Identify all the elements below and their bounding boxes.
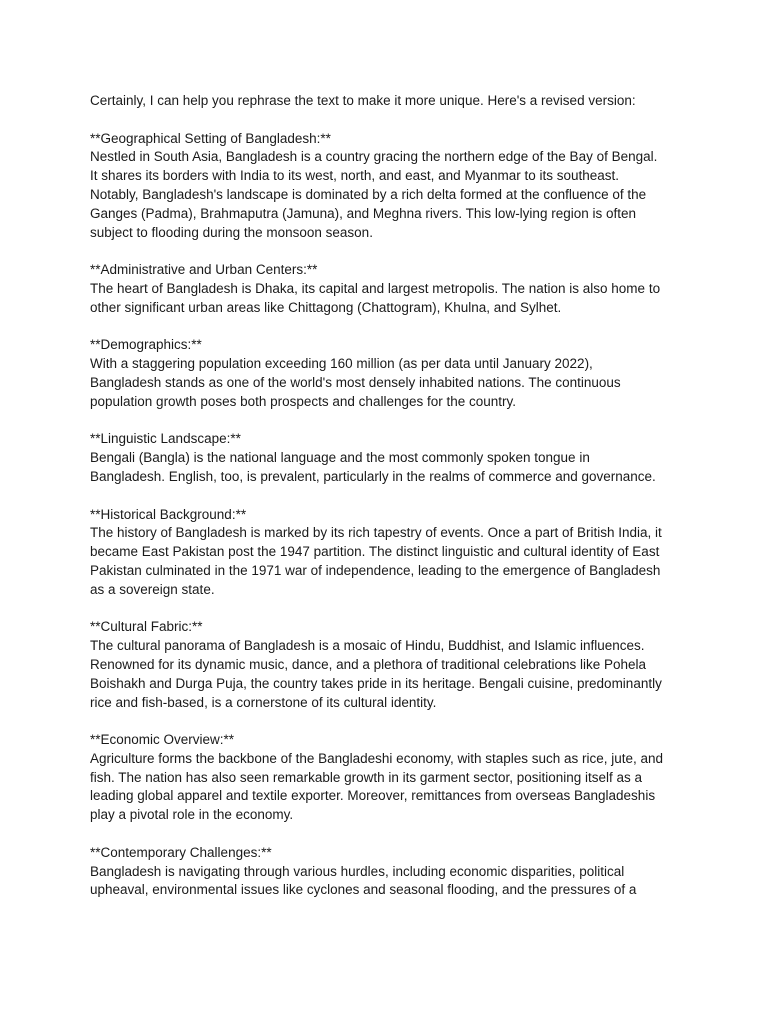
paragraph-line: The cultural panorama of Bangladesh is a mosaic of Hindu, Buddhist, and Islamic influences. (90, 638, 645, 654)
paragraph-line: Nestled in South Asia, Bangladesh is a country gracing the northern edge of the Bay of Bengal. (90, 149, 658, 165)
paragraph-line: Bangladesh stands as one of the world's most densely inhabited nations. The continuous (90, 374, 621, 390)
paragraph-line: The heart of Bangladesh is Dhaka, its capital and largest metropolis. The nation is also home to (90, 280, 661, 296)
section-linguistic (90, 430, 690, 486)
paragraph-line: Bangladesh is navigating through various hurdles, including economic disparities, political (90, 863, 625, 879)
section-challenges (90, 844, 690, 900)
paragraph-line: other significant urban areas like Chittagong (Chattogram), Khulna, and Sylhet. (90, 299, 562, 315)
paragraph-line: Notably, Bangladesh's landscape is dominated by a rich delta formed at the confluence of the (90, 186, 647, 202)
paragraph-line: population growth poses both prospects and challenges for the country. (90, 393, 517, 409)
paragraph-line: Pakistan culminated in the 1971 war of independence, leading to the emergence of Bangladesh (90, 562, 661, 578)
section-geography (90, 130, 690, 243)
paragraph-line: leading global apparel and textile exporter. Moreover, remittances from overseas Bangladeshis (90, 788, 656, 804)
intro-paragraph: Certainly, I can help you rephrase the text to make it more unique. Here's a revised version: (90, 93, 636, 108)
section-economic (90, 731, 690, 825)
paragraph-line: Renowned for its dynamic music, dance, and a plethora of traditional celebrations like Pohela (90, 656, 647, 672)
section-heading: **Contemporary Challenges:** (90, 844, 272, 860)
section-heading: **Geographical Setting of Bangladesh:** (90, 130, 331, 146)
paragraph-line: upheaval, environmental issues like cyclones and seasonal flooding, and the pressures of a (90, 882, 637, 898)
section-heading: **Cultural Fabric:** (90, 619, 203, 635)
section-historical (90, 506, 690, 600)
paragraph-line: Bengali (Bangla) is the national language and the most commonly spoken tongue in (90, 450, 590, 466)
paragraph-line: Agriculture forms the backbone of the Bangladeshi economy, with staples such as rice, jute, and (90, 750, 664, 766)
paragraph-line: subject to flooding during the monsoon season. (90, 224, 373, 240)
paragraph-line: The history of Bangladesh is marked by its rich tapestry of events. Once a part of British India, it (90, 525, 662, 541)
paragraph-line: play a pivotal role in the economy. (90, 807, 294, 823)
paragraph-line: Boishakh and Durga Puja, the country takes pride in its heritage. Bengali cuisine, predominantly (90, 675, 662, 691)
paragraph-line: Bangladesh. English, too, is prevalent, particularly in the realms of commerce and governance. (90, 468, 656, 484)
document-body (90, 92, 690, 919)
section-heading: **Linguistic Landscape:** (90, 431, 241, 447)
paragraph-line: as a sovereign state. (90, 581, 215, 597)
paragraph-line: rice and fish-based, is a cornerstone of its cultural identity. (90, 694, 437, 710)
paragraph-line: With a staggering population exceeding 160 million (as per data until January 2022), (90, 356, 593, 372)
paragraph-line: became East Pakistan post the 1947 partition. The distinct linguistic and cultural identity of East (90, 544, 660, 560)
section-administrative (90, 261, 690, 317)
paragraph-line: fish. The nation has also seen remarkable growth in its garment sector, positioning itself as a (90, 769, 643, 785)
section-demographics (90, 336, 690, 411)
section-heading: **Demographics:** (90, 337, 202, 353)
paragraph-line: Ganges (Padma), Brahmaputra (Jamuna), and Meghna rivers. This low-lying region is often (90, 205, 637, 221)
section-heading: **Economic Overview:** (90, 732, 235, 748)
section-heading: **Administrative and Urban Centers:** (90, 262, 318, 278)
paragraph-line: It shares its borders with India to its west, north, and east, and Myanmar to its southeast. (90, 168, 620, 184)
section-cultural (90, 618, 690, 712)
section-heading: **Historical Background:** (90, 506, 247, 522)
